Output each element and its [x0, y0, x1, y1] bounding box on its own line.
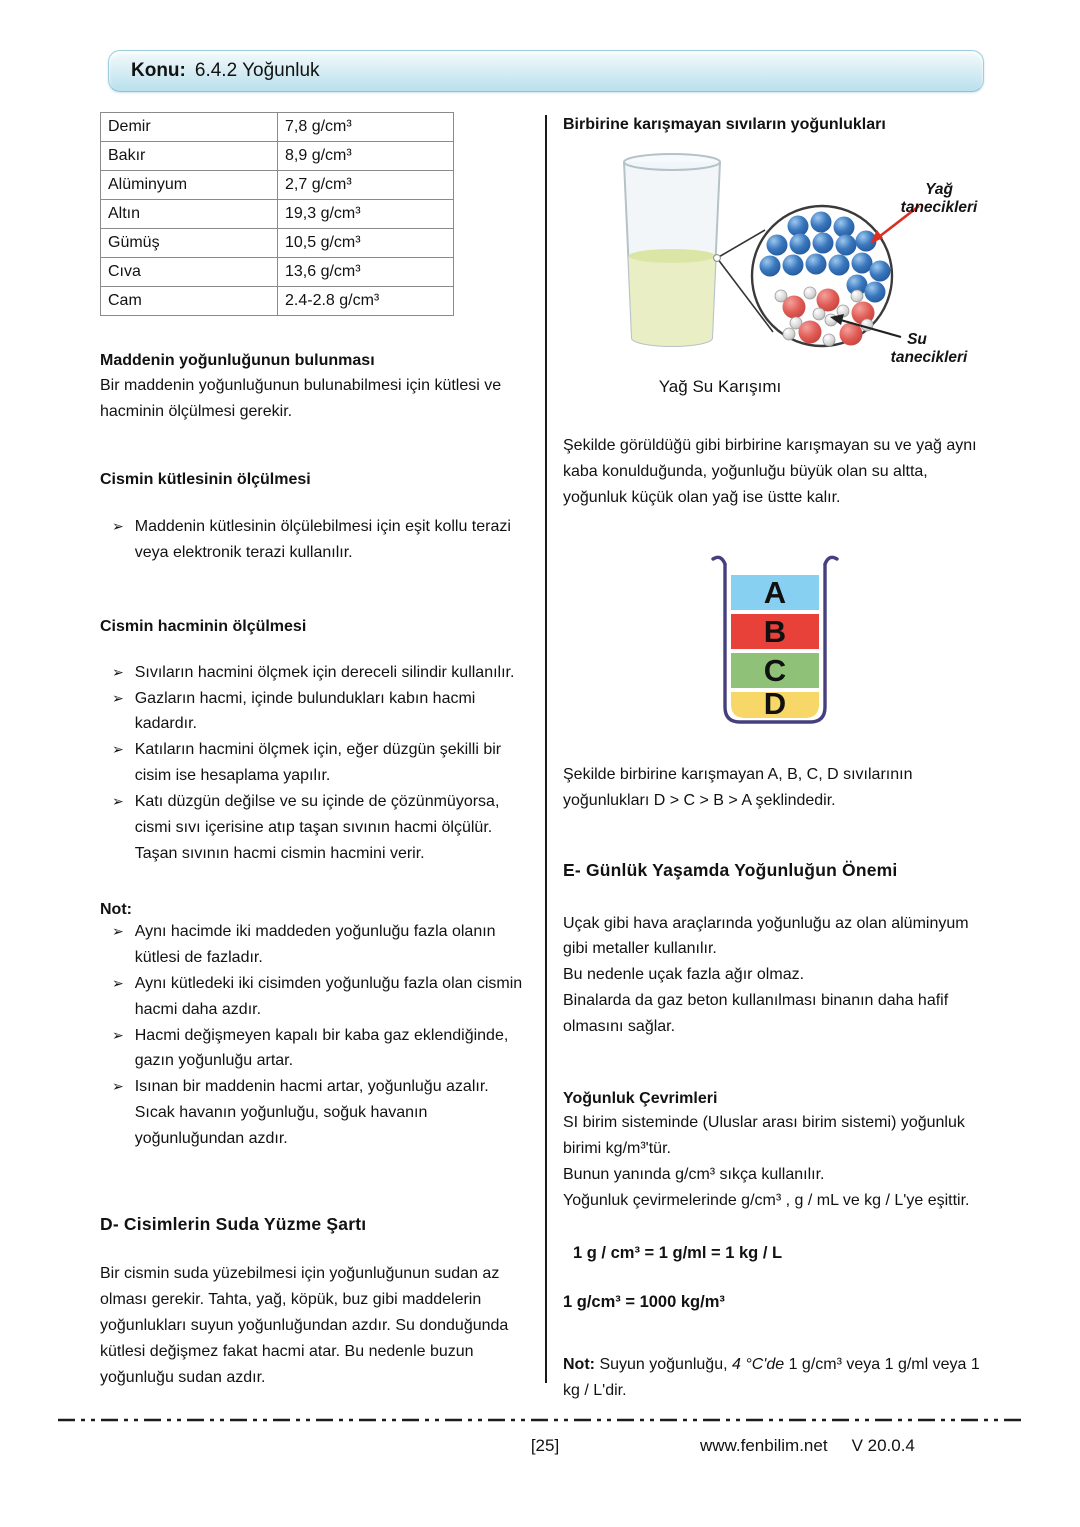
figure-caption: Yağ Su Karışımı [658, 377, 782, 396]
arrowhead-bullet-icon: ➢ [112, 922, 124, 939]
water-label-line2: tanecikleri [890, 349, 968, 366]
layered-liquids-figure [563, 551, 987, 738]
body-line: Bunun yanında g/cm³ sıkça kullanılır. [563, 1165, 825, 1183]
section-heading-conversions: Yoğunluk Çevrimleri [563, 1090, 718, 1108]
note-text-italic: 4 °C'de [731, 1355, 785, 1373]
water-density-note [563, 1352, 987, 1404]
table-row [101, 200, 454, 229]
layer-d-label: D [763, 685, 787, 721]
body-line: Yoğunluk çevirmelerinde g/cm³ , g / mL ve kg / L'ye eşittir. [563, 1191, 970, 1209]
left-column [100, 112, 524, 1391]
beaker-illustration [694, 551, 856, 733]
list-item: ➢ Aynı hacimde iki maddeden yoğunluğu fazla olanın kütlesi de fazladır. [100, 919, 524, 971]
floating-body: Bir cismin suda yüzebilmesi için yoğunluğunun sudan az olması gerekir. Tahta, yağ, köpük, buz gibi maddelerin yoğunlukları suyun yoğunluğundan azdır. Su donduğunda kütlesi değişmez fakat hacmi atar. Bu nedenle buzun yoğunluğu sudan azdır. [100, 1265, 509, 1386]
version-label: V 20.0.4 [851, 1436, 915, 1455]
section-heading-floating: D- Cisimlerin Suda Yüzme Şartı [100, 1214, 367, 1235]
body-line: Binalarda da gaz beton kullanılması binanın daha hafif olmasını sağlar. [563, 992, 949, 1036]
footer-dashed-line [58, 1417, 1022, 1423]
conversion-formula-1: 1 g / cm³ = 1 g/ml = 1 kg / L [573, 1243, 783, 1262]
water-label-line1: Su [907, 331, 927, 348]
density-value-cell: 19,3 g/cm³ [278, 200, 454, 229]
layer-b-label: B [763, 613, 787, 649]
table-row [101, 258, 454, 287]
material-name-cell: Cam [101, 287, 278, 316]
arrowhead-bullet-icon: ➢ [112, 517, 124, 534]
oil-label-line1: Yağ [925, 181, 953, 198]
density-value-cell: 10,5 g/cm³ [278, 229, 454, 258]
table-row [101, 171, 454, 200]
table-row [101, 113, 454, 142]
material-name-cell: Bakır [101, 142, 278, 171]
body-line: Bu nedenle uçak fazla ağır olmaz. [563, 966, 805, 984]
arrowhead-bullet-icon: ➢ [112, 689, 124, 706]
list-item: ➢ Katı düzgün değilse ve su içinde de çözünmüyorsa, cismi sıvı içerisine atıp taşan sıvının hacmi ölçülür. Taşan sıvının hacmi cismin hacmini verir. [100, 789, 524, 867]
site-url: www.fenbilim.net [700, 1436, 828, 1455]
table-row [101, 229, 454, 258]
oil-liquid [629, 256, 716, 346]
material-name-cell: Demir [101, 113, 278, 142]
daily-life-body [563, 911, 987, 1041]
volume-measure-list [100, 660, 524, 867]
section-heading-immiscible: Birbirine karışmayan sıvıların yoğunlukları [563, 116, 886, 133]
material-name-cell: Altın [101, 200, 278, 229]
arrowhead-bullet-icon: ➢ [112, 974, 124, 991]
density-value-cell: 2.4-2.8 g/cm³ [278, 287, 454, 316]
sample-point [714, 255, 721, 262]
arrowhead-bullet-icon: ➢ [112, 741, 124, 758]
page-number: [25] [530, 1436, 560, 1455]
section-heading-finding-density: Maddenin yoğunluğunun bulunması [100, 352, 375, 369]
page-title: 6.4.2 Yoğunluk [194, 60, 320, 81]
body-line: SI birim sisteminde (Uluslar arası birim sistemi) yoğunluk birimi kg/m³'tür. [563, 1114, 965, 1157]
list-item: ➢ Gazların hacmi, içinde bulundukları kabın hacmi kadardır. [100, 686, 524, 738]
beaker-body: Şekilde birbirine karışmayan A, B, C, D sıvılarının yoğunlukları D > C > B > A şeklindedir. [563, 765, 913, 809]
arrowhead-bullet-icon: ➢ [112, 1078, 124, 1095]
topic-label: Konu: [131, 60, 186, 81]
list-item: ➢ Aynı kütledeki iki cisimden yoğunluğu fazla olan cismin hacmi daha azdır. [100, 971, 524, 1023]
material-name-cell: Gümüş [101, 229, 278, 258]
list-item: ➢ Isınan bir maddenin hacmi artar, yoğunluğu azalır. Sıcak havanın yoğunluğu, soğuk havanın yoğunluğundan azdır. [100, 1074, 524, 1152]
density-value-cell: 8,9 g/cm³ [278, 142, 454, 171]
footer-site-info [700, 1436, 915, 1456]
glass-rim [624, 154, 720, 170]
density-value-cell: 13,6 g/cm³ [278, 258, 454, 287]
topic-header-bar [108, 50, 984, 92]
arrowhead-bullet-icon: ➢ [112, 1026, 124, 1043]
body-line: Uçak gibi hava araçlarında yoğunluğu az olan alüminyum gibi metaller kullanılır. [563, 914, 969, 958]
note-text-pre: Suyun yoğunluğu, [599, 1355, 732, 1373]
list-item: ➢ Katıların hacmini ölçmek için, eğer düzgün şekilli bir cisim ise hesaplama yapılır. [100, 737, 524, 789]
density-value-cell: 7,8 g/cm³ [278, 113, 454, 142]
right-column [563, 112, 987, 1404]
oil-water-figure [563, 146, 987, 373]
table-row [101, 142, 454, 171]
oil-label-line2: tanecikleri [900, 199, 978, 216]
conversion-formula-2: 1 g/cm³ = 1000 kg/m³ [563, 1292, 725, 1311]
section-heading-daily-life: E- Günlük Yaşamda Yoğunluğun Önemi [563, 859, 898, 880]
list-item: ➢ Maddenin kütlesinin ölçülebilmesi için eşit kollu terazi veya elektronik terazi kullanılır. [100, 514, 524, 566]
list-item: ➢ Hacmi değişmeyen kapalı bir kaba gaz eklendiğinde, gazın yoğunluğu artar. [100, 1023, 524, 1075]
liquid-surface [629, 249, 716, 263]
material-name-cell: Cıva [101, 258, 278, 287]
arrowhead-bullet-icon: ➢ [112, 663, 124, 680]
note-list [100, 919, 524, 1152]
beaker-left-lip [713, 557, 725, 564]
density-table [100, 112, 454, 316]
note-label: Not: [563, 1355, 595, 1373]
beaker-right-lip [825, 557, 837, 564]
immiscible-body: Şekilde görüldüğü gibi birbirine karışmayan su ve yağ aynı kaba konulduğunda, yoğunluğu büyük olan su altta, yoğunluk küçük olan yağ ise üstte kalır. [563, 437, 977, 506]
conversions-body [563, 1110, 987, 1214]
mass-measure-list [100, 514, 524, 566]
note-text-post: 1 g/cm³ veya 1 g/ml veya 1 kg / L'dir. [563, 1355, 980, 1399]
section-heading-volume: Cismin hacminin ölçülmesi [100, 617, 307, 635]
material-name-cell: Alüminyum [101, 171, 278, 200]
layer-a-label: A [763, 574, 787, 610]
note-heading: Not: [100, 900, 132, 918]
oil-water-glass-illustration [567, 146, 987, 368]
arrowhead-bullet-icon: ➢ [112, 793, 124, 810]
column-divider [545, 115, 547, 1383]
finding-density-body: Bir maddenin yoğunluğunun bulunabilmesi için kütlesi ve hacminin ölçülmesi gerekir. [100, 377, 502, 420]
table-row [101, 287, 454, 316]
section-heading-mass: Cismin kütlesinin ölçülmesi [100, 470, 311, 488]
density-value-cell: 2,7 g/cm³ [278, 171, 454, 200]
list-item: ➢ Sıvıların hacmini ölçmek için dereceli silindir kullanılır. [100, 660, 524, 686]
layer-c-label: C [763, 652, 787, 688]
